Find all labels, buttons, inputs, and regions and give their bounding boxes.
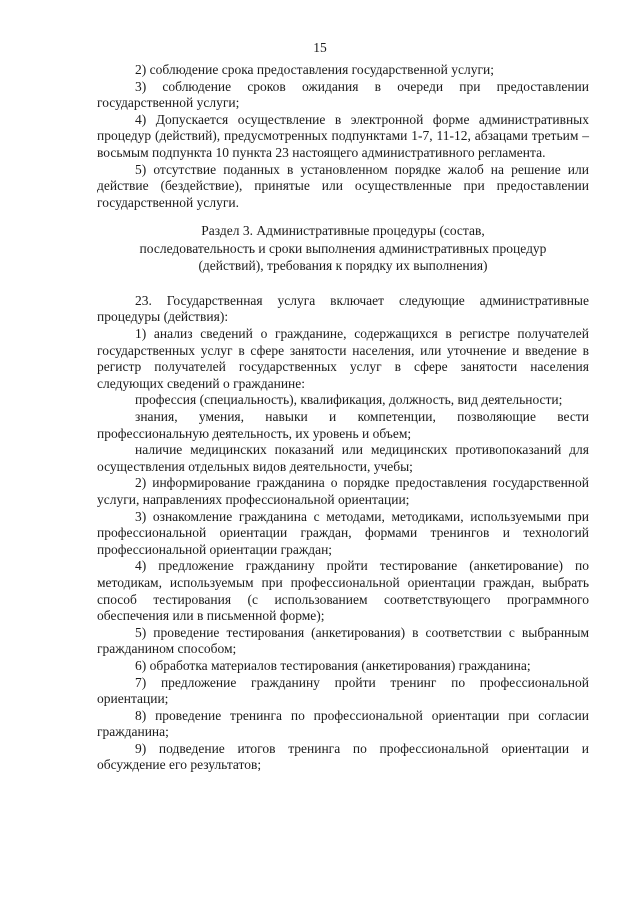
- section-heading-line: Раздел 3. Административные процедуры (состав,: [201, 223, 485, 239]
- paragraph: 1) анализ сведений о гражданине, содержащихся в регистре получателей государственных услуг в сфере занятости населения, или уточнение и введение в регистр получателей государственных услуг в сфере занятости населения следующих сведений о гражданине:: [97, 326, 589, 391]
- section-heading-line: последовательность и сроки выполнения административных процедур: [139, 240, 547, 256]
- paragraph: наличие медицинских показаний или медицинских противопоказаний для осуществления отдельных видов деятельности, учебы;: [97, 442, 589, 474]
- paragraph: 8) проведение тренинга по профессиональной ориентации при согласии гражданина;: [97, 707, 589, 740]
- document-body: [97, 62, 589, 774]
- paragraph: 3) соблюдение сроков ожидания в очереди при предоставлении государственной услуги;: [97, 78, 589, 111]
- paragraph: 6) обработка материалов тестирования (анкетирования) гражданина;: [135, 657, 531, 673]
- paragraph: 9) подведение итогов тренинга по профессиональной ориентации и обсуждение его результатов;: [97, 740, 589, 773]
- paragraph: 2) информирование гражданина о порядке предоставления государственной услуги, направлениях профессиональной ориентации;: [97, 475, 589, 507]
- paragraph: 3) ознакомление гражданина с методами, методиками, используемыми при профессиональной ориентации граждан, формами тренингов и технологий профессиональной ориентации граждан;: [97, 508, 589, 557]
- paragraph: 5) проведение тестирования (анкетирования) в соответствии с выбранным гражданином способом;: [97, 624, 589, 657]
- section-heading-line: (действий), требования к порядку их выполнения): [198, 258, 488, 274]
- paragraph: 4) Допускается осуществление в электронной форме административных процедур (действий), предусмотренных подпунктами 1-7, 11-12, абзацами третьим – восьмым подпункта 10 пункта 23 настоящего административного регламента.: [97, 111, 589, 160]
- paragraph: 7) предложение гражданину пройти тренинг по профессиональной ориентации;: [97, 674, 589, 707]
- paragraph: профессия (специальность), квалификация, должность, вид деятельности;: [135, 392, 563, 408]
- paragraph: 2) соблюдение срока предоставления государственной услуги;: [135, 62, 495, 77]
- paragraph: 23. Государственная услуга включает следующие административные процедуры (действия):: [97, 292, 589, 325]
- paragraph: 5) отсутствие поданных в установленном порядке жалоб на решение или действие (бездействие), принятые или осуществленные при предоставлении государственной услуги.: [97, 161, 589, 210]
- paragraph: знания, умения, навыки и компетенции, позволяющие вести профессиональную деятельность, их уровень и объем;: [97, 409, 589, 441]
- page-number: 15: [313, 40, 327, 55]
- paragraph: 4) предложение гражданину пройти тестирование (анкетирование) по методикам, используемым при профессиональной ориентации граждан, выбрать способ тестирования (с использованием соответствующего программного обеспечения или в письменной форме);: [97, 558, 589, 624]
- section-heading: [97, 222, 589, 275]
